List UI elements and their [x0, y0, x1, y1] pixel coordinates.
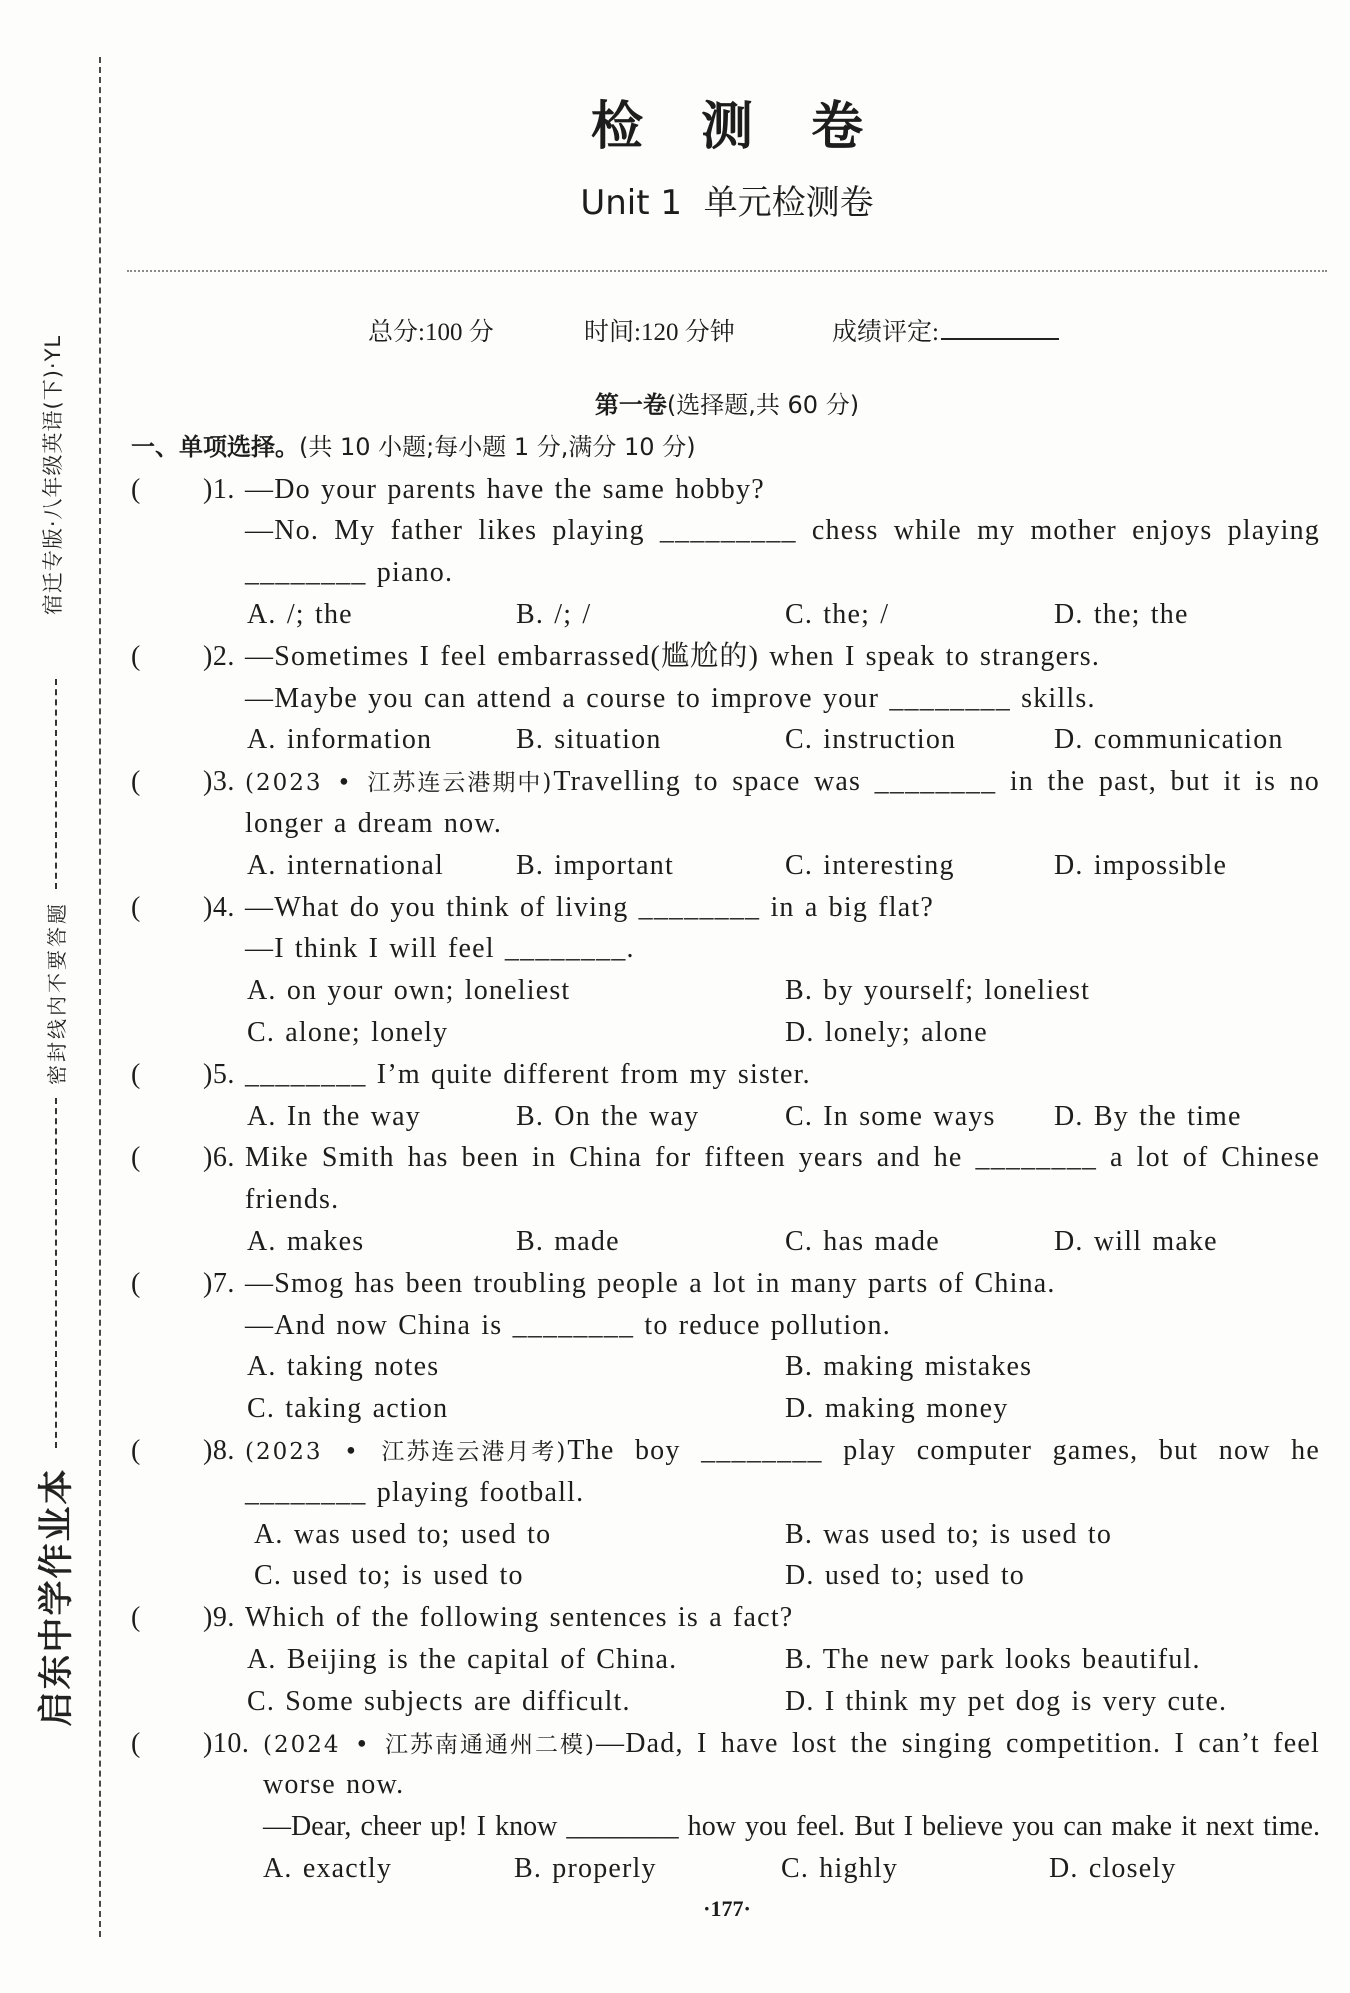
question-9: [0, 1597, 1350, 1722]
question-text: [245, 1472, 1320, 1514]
options-row: [0, 594, 1350, 636]
question-number: )9.: [203, 1602, 235, 1634]
question-text: [245, 1430, 1320, 1474]
question-text-segment: —Dear, cheer up! I know ________ how you feel. But I believe you can make it next time.: [263, 1811, 1320, 1843]
answer-bracket: (: [131, 1727, 141, 1759]
option-c: C. has made: [785, 1225, 940, 1257]
question-line: [0, 887, 1350, 929]
question-text-segment: Which of the following sentences is a fact?: [245, 1602, 794, 1634]
question-text: [245, 887, 1320, 929]
option-d: D. making money: [785, 1393, 1009, 1425]
options-row: [0, 970, 1350, 1012]
options: [254, 1514, 1112, 1556]
option-c: C. taking action: [247, 1393, 449, 1425]
answer-bracket: (: [131, 473, 141, 505]
question-line: [0, 1430, 1350, 1472]
question-8: [0, 1430, 1350, 1597]
options: [247, 970, 1090, 1012]
options: [247, 1388, 1008, 1430]
question-text-segment: —Smog has been troubling people a lot in many parts of China.: [245, 1267, 1056, 1299]
question-source: (2024 • 江苏南通通州二模): [263, 1731, 597, 1758]
options: [247, 1096, 1242, 1138]
options-row: [0, 1346, 1350, 1388]
section-detail: (共 10 小题;每小题 1 分,满分 10 分): [299, 432, 696, 461]
question-number: )8.: [203, 1434, 235, 1466]
question-source: (2023 • 江苏连云港月考): [245, 1438, 568, 1465]
exam-body: [0, 385, 1350, 1890]
options: [254, 1555, 1025, 1597]
header-divider: [127, 270, 1327, 272]
option-b: B. properly: [514, 1852, 657, 1884]
question-3: [0, 761, 1350, 886]
grade-label: 成绩评定:: [832, 319, 939, 346]
section-heading: [0, 427, 1350, 469]
page-title: 检 测 卷: [590, 97, 884, 157]
question-line: [0, 928, 1350, 970]
question-text-segment: ________ playing football.: [245, 1476, 585, 1508]
grade-field: [832, 313, 1059, 353]
option-b: B. situation: [516, 724, 662, 756]
option-a: A. taking notes: [247, 1351, 440, 1383]
option-a: A. information: [247, 724, 433, 756]
question-line: [0, 1137, 1350, 1179]
question-4: [0, 887, 1350, 1054]
answer-bracket: (: [131, 1434, 141, 1466]
question-line: [0, 510, 1350, 552]
option-c: C. Some subjects are difficult.: [247, 1685, 631, 1717]
question-10: [0, 1723, 1350, 1890]
options-row: [0, 1848, 1350, 1890]
seal-notice: 密封线内不要答题: [45, 901, 69, 1085]
question-text: [245, 1137, 1320, 1179]
question-line: [0, 552, 1350, 594]
option-a: A. Beijing is the capital of China.: [247, 1643, 678, 1675]
edition-label: 宿迁专版·八年级英语(下)·YL: [41, 334, 65, 616]
part-heading: [127, 385, 1327, 427]
option-c: C. the; /: [785, 598, 890, 630]
question-number: )10.: [203, 1727, 250, 1759]
question-number: )3.: [203, 766, 235, 798]
question-line: [0, 1054, 1350, 1096]
option-b: B. making mistakes: [785, 1351, 1033, 1383]
option-a: A. exactly: [263, 1852, 393, 1884]
question-text-segment: friends.: [245, 1184, 340, 1216]
option-d: D. By the time: [1054, 1100, 1242, 1132]
option-a: A. international: [247, 849, 444, 881]
grade-blank: [941, 337, 1059, 340]
question-line: [0, 1263, 1350, 1305]
options: [247, 594, 1189, 636]
option-a: A. was used to; used to: [254, 1518, 552, 1550]
options-row: [0, 1388, 1350, 1430]
answer-bracket: (: [131, 1142, 141, 1174]
question-line: [0, 469, 1350, 511]
question-line: [0, 1806, 1350, 1848]
option-d: D. the; the: [1054, 598, 1189, 630]
options: [247, 1221, 1218, 1263]
question-text: [245, 1179, 1320, 1221]
question-number: )6.: [203, 1142, 235, 1174]
options: [247, 719, 1284, 761]
question-text: [245, 552, 1320, 594]
options-row: [0, 845, 1350, 887]
question-text: [263, 1806, 1320, 1848]
question-text-segment: ________ piano.: [245, 557, 454, 589]
option-c: C. alone; lonely: [247, 1016, 449, 1048]
question-line: [0, 1179, 1350, 1221]
question-text: [245, 1263, 1320, 1305]
question-text: [245, 803, 1320, 845]
question-text-segment: —And now China is ________ to reduce pollution.: [245, 1309, 891, 1341]
question-6: [0, 1137, 1350, 1262]
option-d: D. lonely; alone: [785, 1016, 988, 1048]
page-number: ·177·: [703, 1896, 751, 1921]
question-line: [0, 761, 1350, 803]
section-label: 一、单项选择。: [131, 432, 299, 461]
total-score: 总分:100 分: [368, 319, 494, 346]
question-text-segment: —Dad, I have lost the singing competition. I can’t feel: [596, 1727, 1320, 1759]
question-line: [0, 803, 1350, 845]
question-text-segment: —Do your parents have the same hobby?: [245, 473, 765, 505]
answer-bracket: (: [131, 1267, 141, 1299]
option-b: B. The new park looks beautiful.: [785, 1643, 1201, 1675]
answer-bracket: (: [131, 891, 141, 923]
part-label: 第一卷: [594, 391, 667, 419]
options-row: [0, 719, 1350, 761]
options-row: [0, 1096, 1350, 1138]
option-d: D. used to; used to: [785, 1560, 1026, 1592]
option-b: B. On the way: [516, 1100, 700, 1132]
question-text: [245, 1597, 1320, 1639]
option-b: B. was used to; is used to: [785, 1518, 1113, 1550]
question-text: [245, 761, 1320, 805]
question-text-segment: Travelling to space was ________ in the past, but it is no: [553, 766, 1320, 798]
option-c: C. used to; is used to: [254, 1560, 524, 1592]
options: [247, 1681, 1227, 1723]
question-2: [0, 636, 1350, 761]
option-a: A. on your own; loneliest: [247, 975, 571, 1007]
option-a: A. /; the: [247, 598, 353, 630]
question-text-segment: longer a dream now.: [245, 807, 503, 839]
question-text-segment: —Sometimes I feel embarrassed(尴尬的) when I speak to strangers.: [245, 640, 1101, 672]
question-number: )1.: [203, 473, 235, 505]
question-number: )4.: [203, 891, 235, 923]
options: [247, 1639, 1201, 1681]
question-text: [263, 1764, 1320, 1806]
question-text: [263, 1723, 1320, 1767]
options-row: [0, 1555, 1350, 1597]
question-text-segment: Mike Smith has been in China for fifteen years and he ________ a lot of Chinese: [245, 1142, 1320, 1174]
option-d: D. communication: [1054, 724, 1284, 756]
question-text: [245, 928, 1320, 970]
question-text-segment: —What do you think of living ________ in a big flat?: [245, 891, 934, 923]
question-number: )2.: [203, 640, 235, 672]
question-text: [245, 636, 1320, 678]
question-line: [0, 1305, 1350, 1347]
option-a: A. makes: [247, 1225, 365, 1257]
options-row: [0, 1514, 1350, 1556]
question-text-segment: —Maybe you can attend a course to improve your ________ skills.: [245, 682, 1096, 714]
options-row: [0, 1681, 1350, 1723]
option-c: C. instruction: [785, 724, 957, 756]
option-b: B. important: [516, 849, 674, 881]
question-line: [0, 636, 1350, 678]
question-line: [0, 678, 1350, 720]
time-limit: 时间:120 分钟: [584, 319, 735, 346]
option-d: D. I think my pet dog is very cute.: [785, 1685, 1228, 1717]
answer-bracket: (: [131, 1602, 141, 1634]
option-c: C. interesting: [785, 849, 955, 881]
part-detail: (选择题,共 60 分): [666, 391, 860, 419]
option-b: B. /; /: [516, 598, 592, 630]
question-text: [245, 510, 1320, 552]
question-1: [0, 469, 1350, 636]
question-text: [245, 469, 1320, 511]
question-line: [0, 1597, 1350, 1639]
option-c: C. In some ways: [785, 1100, 996, 1132]
question-text-segment: —No. My father likes playing _________ chess while my mother enjoys playing: [245, 515, 1320, 547]
options-row: [0, 1639, 1350, 1681]
page-subtitle: Unit 1 单元检测卷: [580, 183, 874, 223]
question-text: [245, 1305, 1320, 1347]
options-row: [0, 1012, 1350, 1054]
answer-bracket: (: [131, 766, 141, 798]
option-d: D. will make: [1054, 1225, 1218, 1257]
question-source: (2023 • 江苏连云港期中): [245, 770, 554, 797]
options: [247, 1012, 988, 1054]
question-line: [0, 1472, 1350, 1514]
question-line: [0, 1723, 1350, 1765]
option-a: A. In the way: [247, 1100, 422, 1132]
option-b: B. made: [516, 1225, 620, 1257]
question-7: [0, 1263, 1350, 1430]
option-c: C. highly: [781, 1852, 899, 1884]
question-text-segment: worse now.: [263, 1769, 405, 1801]
options: [247, 1346, 1032, 1388]
question-line: [0, 1764, 1350, 1806]
option-b: B. by yourself; loneliest: [785, 975, 1091, 1007]
question-5: [0, 1054, 1350, 1138]
options: [247, 845, 1227, 887]
question-text: [245, 678, 1320, 720]
question-text-segment: —I think I will feel ________.: [245, 933, 635, 965]
question-text-segment: The boy ________ play computer games, but now he: [567, 1434, 1320, 1466]
options: [263, 1848, 1177, 1890]
brand-label: 启东中学作业本: [37, 1467, 77, 1727]
option-d: D. impossible: [1054, 849, 1228, 881]
answer-bracket: (: [131, 640, 141, 672]
question-number: )5.: [203, 1058, 235, 1090]
question-text-segment: ________ I’m quite different from my sister.: [245, 1058, 811, 1090]
question-text: [245, 1054, 1320, 1096]
options-row: [0, 1221, 1350, 1263]
option-d: D. closely: [1049, 1852, 1177, 1884]
answer-bracket: (: [131, 1058, 141, 1090]
question-number: )7.: [203, 1267, 235, 1299]
